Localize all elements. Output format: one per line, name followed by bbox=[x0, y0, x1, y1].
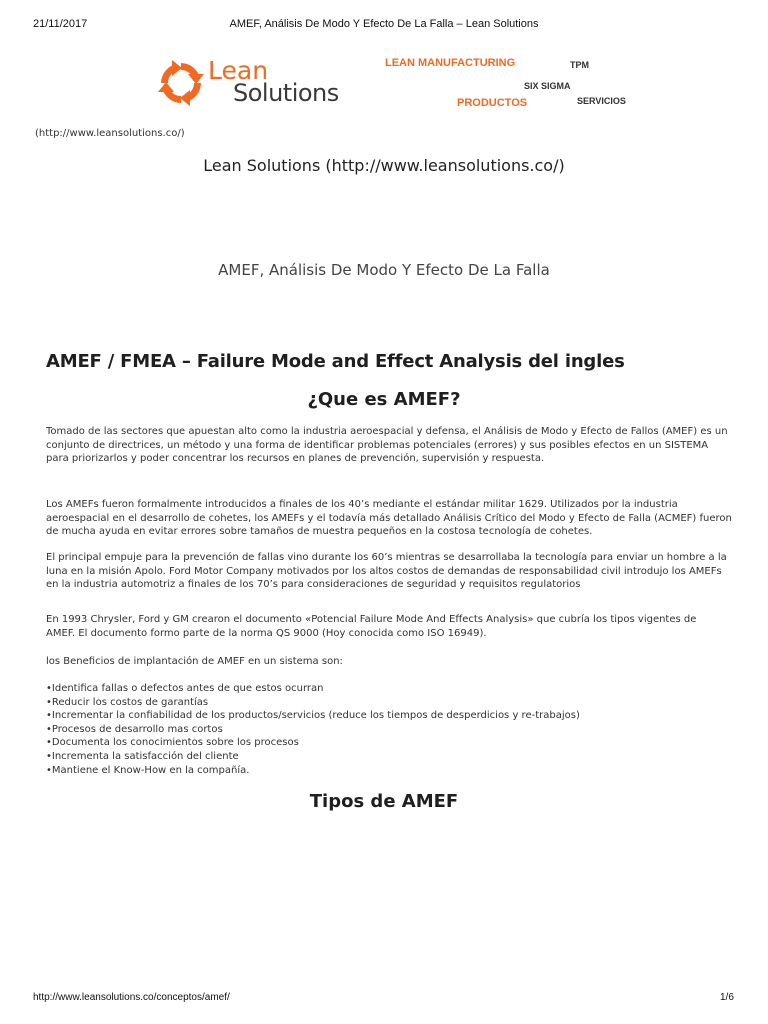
nav-tpm[interactable]: TPM bbox=[570, 60, 589, 70]
logo-word-lean: Lean bbox=[208, 56, 269, 85]
list-item: •Identifica fallas o defectos antes de que estos ocurran bbox=[46, 683, 324, 694]
list-item: •Documenta los conocimientos sobre los procesos bbox=[46, 737, 299, 749]
paragraph-history bbox=[46, 498, 732, 539]
types-heading: Tipos de AMEF bbox=[309, 791, 459, 812]
paragraph-line: luna en la misión Apolo. Ford Motor Company motivados por los altos costos de demandas de responsabilidad civil introdujo los AMEFs bbox=[46, 565, 722, 577]
logo-word-solutions: Solutions bbox=[233, 79, 339, 107]
paragraph-apollo bbox=[46, 551, 726, 592]
paragraph-1993 bbox=[46, 613, 726, 640]
paragraph-line: en la industria automotriz a finales de los 70’s para consideraciones de seguridad y requisitos regulatorios bbox=[46, 579, 581, 591]
paragraph-line: Tomado de las sectores que apuestan alto como la industria aeroespacial y defensa, el Análisis de Modo y Efecto de Fallos (AMEF) es un bbox=[46, 426, 728, 437]
benefits-list bbox=[46, 682, 726, 777]
list-item: •Procesos de desarrollo mas cortos bbox=[46, 723, 223, 735]
print-page-number: 1/6 bbox=[720, 992, 734, 1003]
list-item: •Reducir los costos de garantías bbox=[46, 696, 209, 708]
paragraph-line: los Beneficios de implantación de AMEF en un sistema son: bbox=[46, 656, 343, 667]
list-item: •Incrementar la confiabilidad de los productos/servicios (reduce los tiempos de desperdicios y re-trabajos) bbox=[46, 710, 580, 722]
paragraph-line: para priorizarlos y poder concentrar los recursos en planes de prevención, supervisión y respuesta. bbox=[46, 453, 545, 465]
paragraph-line: de mucha ayuda en evitar errores sobre tamaños de muestra pequeños en la costosa tecnología de cohetes. bbox=[46, 526, 593, 538]
site-logo[interactable] bbox=[158, 58, 368, 110]
print-footer-url: http://www.leansolutions.co/conceptos/amef/ bbox=[33, 992, 230, 1003]
paragraph-intro bbox=[46, 425, 726, 466]
paragraph-line: aeroespacial en el desarrollo de cohetes, los AMEFs y el todavía más detallado Análisis Crítico del Modo y Efecto de Falla (ACMEF) fueron bbox=[46, 512, 732, 524]
site-heading[interactable]: Lean Solutions (http://www.leansolutions.co/) bbox=[203, 156, 565, 175]
paragraph-line: En 1993 Chrysler, Ford y GM crearon el documento «Potencial Failure Mode And Effects Analysis» que cubría los tipos vigentes de bbox=[46, 614, 697, 625]
article-heading: AMEF / FMEA – Failure Mode and Effect Analysis del ingles bbox=[46, 351, 625, 372]
nav-six-sigma[interactable]: SIX SIGMA bbox=[524, 81, 571, 91]
logo-cycle-icon bbox=[158, 60, 204, 106]
paragraph-line: conjunto de directrices, un método y una forma de identificar problemas potenciales (errores) y sus posibles efectos en un SISTEMA bbox=[46, 439, 709, 451]
article-subheading: ¿Que es AMEF? bbox=[307, 389, 461, 410]
nav-servicios[interactable]: SERVICIOS bbox=[577, 96, 626, 106]
nav-lean-manufacturing[interactable]: LEAN MANUFACTURING bbox=[385, 57, 516, 69]
list-item: •Mantiene el Know-How en la compañía. bbox=[46, 764, 250, 776]
logo-link-url[interactable]: (http://www.leansolutions.co/) bbox=[35, 128, 185, 139]
paragraph-line: AMEF. El documento formo parte de la norma QS 9000 (Hoy conocida como ISO 16949). bbox=[46, 627, 487, 639]
nav-productos[interactable]: PRODUCTOS bbox=[457, 97, 528, 109]
benefits-intro bbox=[46, 655, 726, 669]
page-title: AMEF, Análisis De Modo Y Efecto De La Falla bbox=[218, 261, 550, 279]
print-date: 21/11/2017 bbox=[33, 18, 88, 30]
list-item: •Incrementa la satisfacción del cliente bbox=[46, 750, 239, 762]
paragraph-line: El principal empuje para la prevención de fallas vino durante los 60’s mientras se desarrollaba la tecnología para enviar un hombre a la bbox=[46, 552, 727, 563]
print-title: AMEF, Análisis De Modo Y Efecto De La Falla – Lean Solutions bbox=[229, 18, 539, 30]
paragraph-line: Los AMEFs fueron formalmente introducidos a finales de los 40’s mediante el estándar militar 1629. Utilizados por la industria bbox=[46, 499, 678, 510]
